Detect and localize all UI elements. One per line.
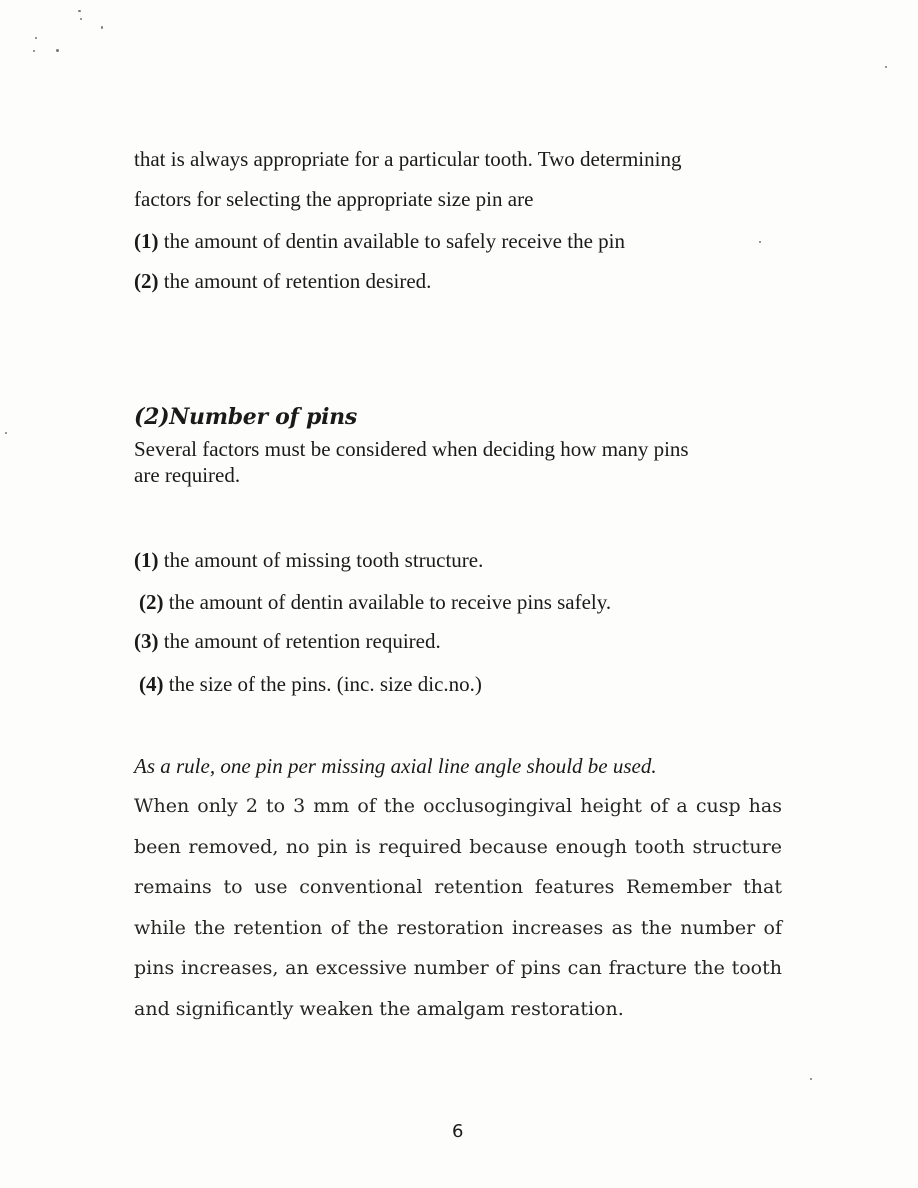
list-item-text: the amount of dentin available to receive pins safely. — [163, 590, 612, 614]
scan-speck — [759, 241, 761, 243]
scan-speck — [35, 37, 37, 39]
list-item-number: (1) — [134, 229, 159, 253]
page-number: 6 — [452, 1121, 464, 1142]
list-item — [134, 547, 483, 573]
list-item — [139, 671, 482, 697]
paragraph-line: pins increases, an excessive number of pins can fracture the tooth — [134, 957, 782, 979]
list-item — [134, 228, 625, 254]
paragraph-line: and significantly weaken the amalgam restoration. — [134, 997, 624, 1020]
scan-speck — [80, 18, 82, 20]
list-item-number: (2) — [139, 590, 164, 614]
scan-speck — [5, 432, 7, 434]
scan-speck — [885, 66, 887, 68]
list-item-text: the size of the pins. (inc. size dic.no.) — [163, 672, 482, 696]
scan-speck — [810, 1078, 812, 1080]
paragraph-line: Several factors must be considered when deciding how many pins — [134, 437, 689, 461]
list-item-number: (2) — [134, 269, 159, 293]
scan-speck — [33, 50, 35, 52]
list-item — [134, 268, 431, 294]
list-item-number: (3) — [134, 629, 159, 653]
paragraph-line: while the retention of the restoration increases as the number of — [134, 916, 782, 939]
list-item-text: the amount of retention desired. — [158, 269, 432, 293]
list-item-number: (1) — [134, 548, 159, 572]
rule-statement: As a rule, one pin per missing axial line angle should be used. — [134, 754, 657, 778]
list-item-text: the amount of retention required. — [158, 629, 441, 653]
list-item-text: the amount of missing tooth structure. — [158, 548, 484, 572]
paragraph-line: are required. — [134, 463, 241, 487]
scan-speck — [101, 26, 103, 29]
section-heading: (2)Number of pins — [134, 404, 357, 430]
paragraph-line: When only 2 to 3 mm of the occlusogingival height of a cusp has — [134, 795, 782, 817]
paragraph-line: remains to use conventional retention features Remember that — [134, 876, 782, 898]
list-item-text: the amount of dentin available to safely receive the pin — [158, 229, 625, 253]
paragraph-line: been removed, no pin is required because enough tooth structure — [134, 835, 782, 858]
scan-speck — [78, 10, 81, 12]
explanation-paragraph — [134, 786, 782, 1029]
list-item — [134, 628, 441, 654]
paragraph-line: that is always appropriate for a particular tooth. Two determining — [134, 147, 682, 171]
list-item — [139, 589, 611, 615]
paragraph-line: factors for selecting the appropriate size pin are — [134, 187, 534, 211]
list-item-number: (4) — [139, 672, 164, 696]
scan-speck — [56, 49, 59, 52]
